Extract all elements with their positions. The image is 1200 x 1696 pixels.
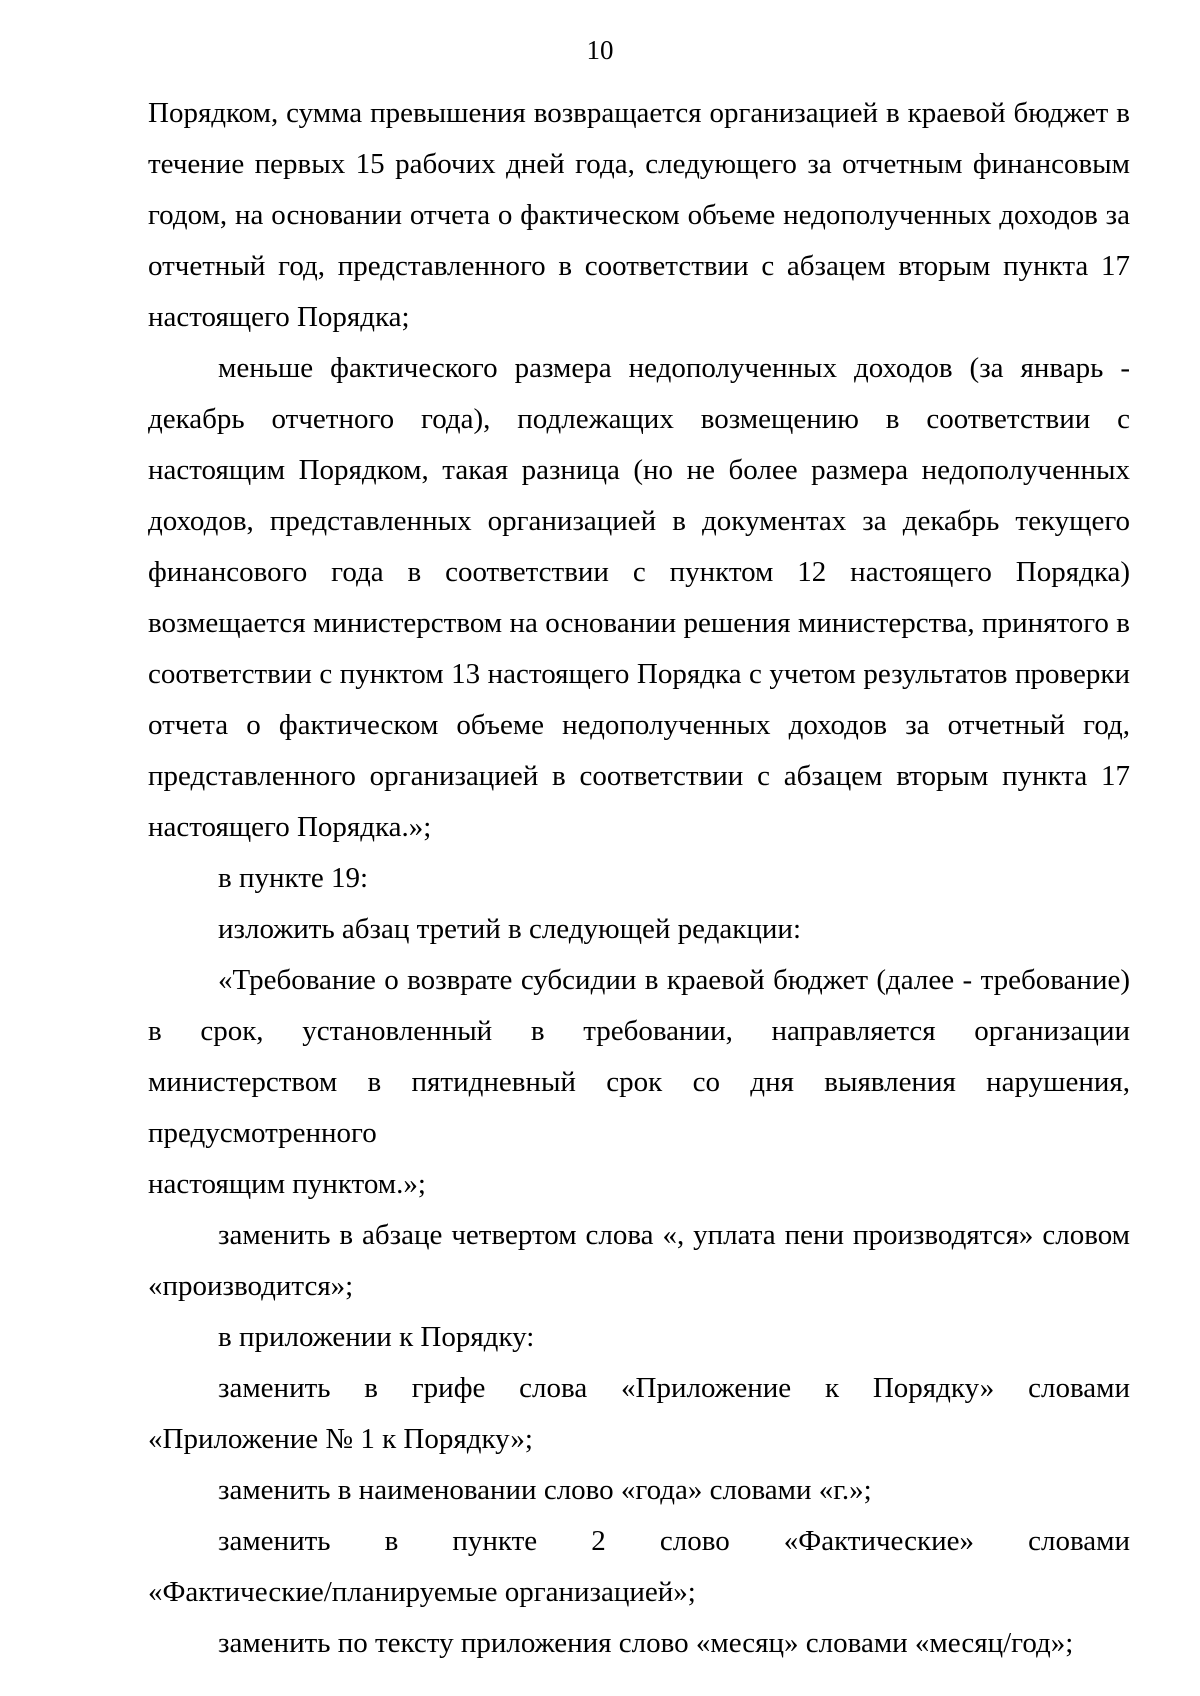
paragraph-replace-grif xyxy=(148,1363,1130,1465)
document-body xyxy=(148,88,1130,1669)
paragraph-replace-point-2 xyxy=(148,1516,1130,1618)
paragraph-last-line: настоящим пунктом.»; xyxy=(148,1168,426,1200)
paragraph-last-line: настоящего Порядка; xyxy=(148,301,410,333)
paragraph-replace-name: заменить в наименовании слово «года» словами «г.»; xyxy=(218,1474,872,1506)
paragraph-text: заменить в грифе слова «Приложение к Порядку» словами xyxy=(218,1372,1130,1404)
paragraph-text: заменить в абзаце четвертом слова «, уплата пени производятся» словом xyxy=(218,1219,1130,1251)
paragraph-last-line: «Приложение № 1 к Порядку»; xyxy=(148,1423,533,1455)
paragraph-less-than-actual xyxy=(148,343,1130,853)
paragraph-last-line: настоящего Порядка.»; xyxy=(148,811,432,843)
paragraph-point-19: в пункте 19: xyxy=(218,862,369,894)
paragraph-in-appendix: в приложении к Порядку: xyxy=(218,1321,535,1353)
paragraph-text: «Требование о возврате субсидии в краевой бюджет (далее - требование) в срок, установленный в требовании, направляется организации министерством в пятидневный срок со дня выявления нарушения, предусмотренного xyxy=(148,964,1130,1149)
paragraph-text: Порядком, сумма превышения возвращается организацией в краевой бюджет в течение первых 15 рабочих дней года, следующего за отчетным финансовым годом, на основании отчета о фактическом объеме недополученных доходов за отчетный год, представленного в соответствии с абзацем вторым пункта 17 xyxy=(148,97,1130,282)
paragraph-last-line: «Фактические/планируемые организацией»; xyxy=(148,1576,696,1608)
paragraph-last-line: «производится»; xyxy=(148,1270,354,1302)
page-number: 10 xyxy=(586,35,614,65)
paragraph-continuation xyxy=(148,88,1130,343)
paragraph-text: заменить в пункте 2 слово «Фактические» словами xyxy=(218,1525,1130,1557)
paragraph-set-third-abzac: изложить абзац третий в следующей редакции: xyxy=(218,913,802,945)
paragraph-replace-fourth-abzac xyxy=(148,1210,1130,1312)
paragraph-text: меньше фактического размера недополученных доходов (за январь - декабрь отчетного года), подлежащих возмещению в соответствии с настоящим Порядком, такая разница (но не более размера недополученных доходов, представленных организацией в документах за декабрь текущего финансового года в соответствии с пунктом 12 настоящего Порядка) возмещается министерством на основании решения министерства, принятого в соответствии с пунктом 13 настоящего Порядка с учетом результатов проверки отчета о фактическом объеме недополученных доходов за отчетный год, представленного организацией в соответствии с абзацем вторым пункта 17 xyxy=(148,352,1130,792)
paragraph-replace-month: заменить по тексту приложения слово «месяц» словами «месяц/год»; xyxy=(218,1627,1074,1659)
paragraph-requirement-quote xyxy=(148,955,1130,1210)
